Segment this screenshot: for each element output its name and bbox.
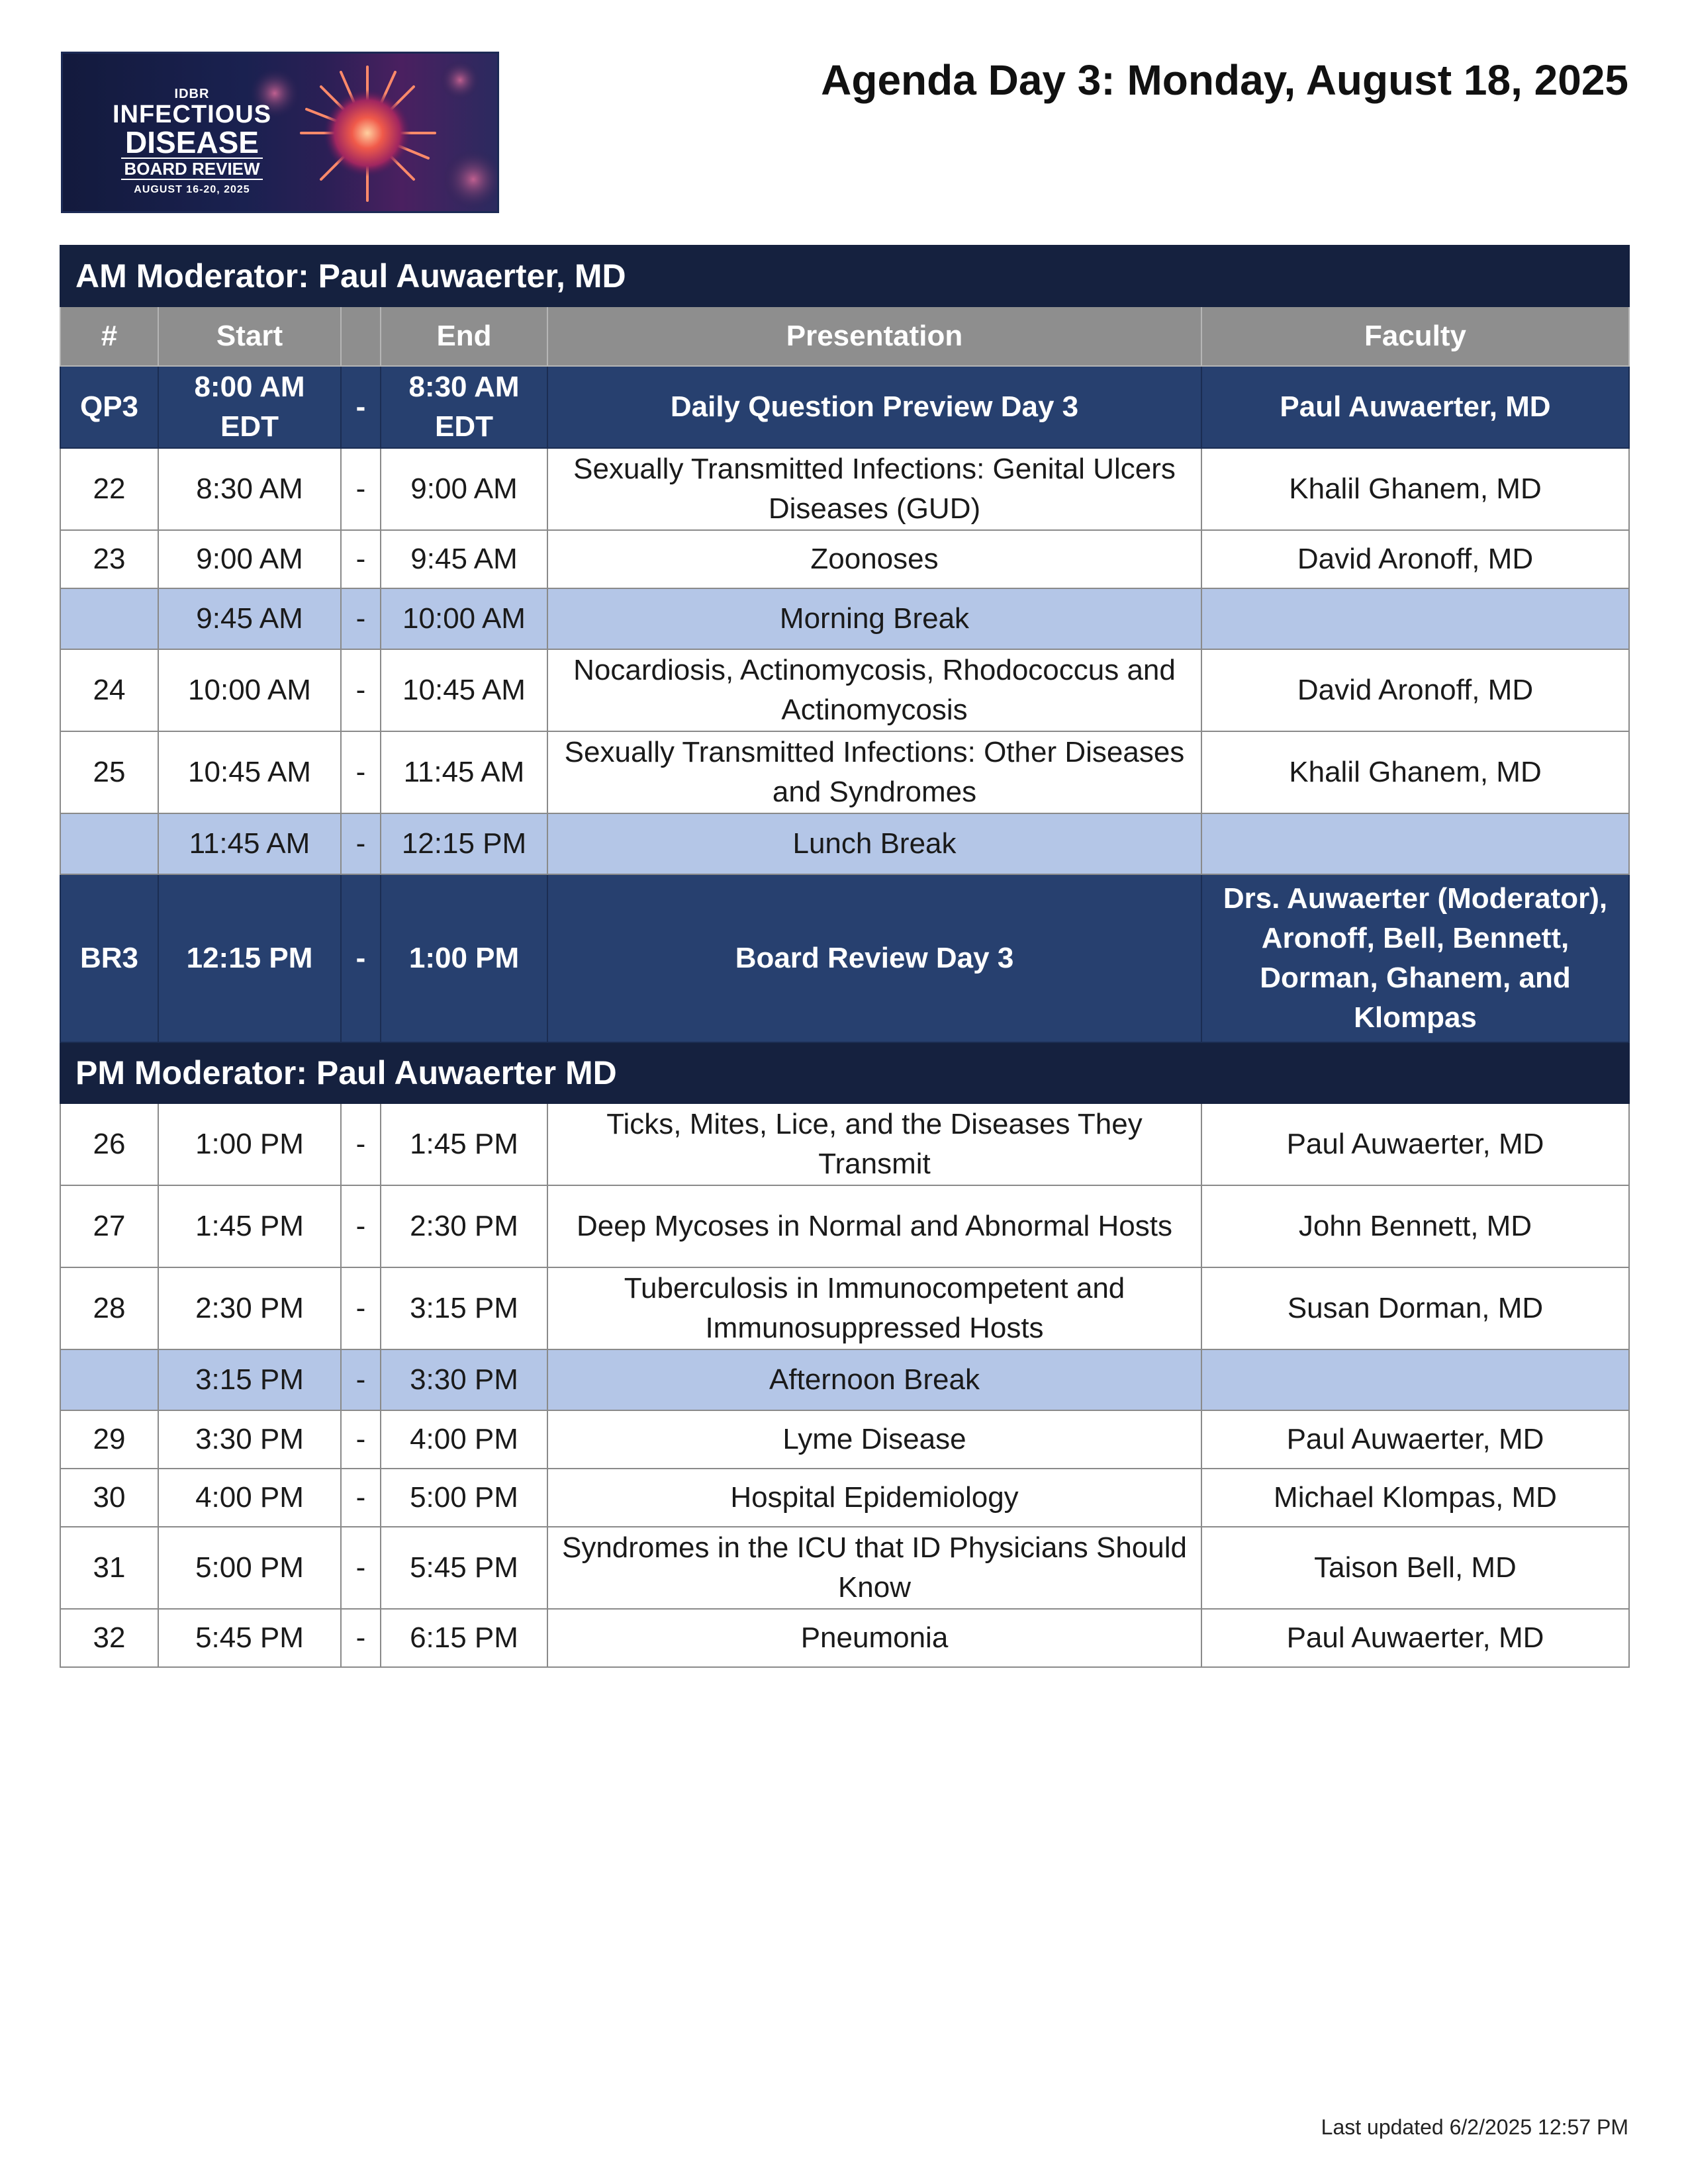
conference-logo (61, 52, 499, 213)
start-time: 5:00 PM (158, 1527, 341, 1609)
time-separator: - (341, 1527, 381, 1609)
presentation-title: Pneumonia (547, 1609, 1201, 1667)
logo-line-dates: AUGUST 16-20, 2025 (134, 184, 250, 195)
table-row (60, 731, 1629, 813)
presentation-title: Hospital Epidemiology (547, 1469, 1201, 1527)
end-time: 8:30 AM EDT (381, 366, 547, 448)
session-number: 31 (60, 1527, 158, 1609)
presentation-title: Nocardiosis, Actinomycosis, Rhodococcus and Actinomycosis (547, 649, 1201, 731)
faculty-name: Khalil Ghanem, MD (1201, 448, 1629, 530)
table-row (60, 448, 1629, 530)
column-header-row (60, 306, 1629, 366)
presentation-title: Lunch Break (547, 813, 1201, 874)
time-separator: - (341, 1469, 381, 1527)
start-time: 11:45 AM (158, 813, 341, 874)
session-number: 32 (60, 1609, 158, 1667)
table-row (60, 649, 1629, 731)
session-number: QP3 (60, 366, 158, 448)
table-row (60, 1469, 1629, 1527)
start-time: 8:30 AM (158, 448, 341, 530)
faculty-name: Drs. Auwaerter (Moderator), Aronoff, Bell, Bennett, Dorman, Ghanem, and Klompas (1201, 874, 1629, 1042)
end-time: 1:45 PM (381, 1103, 547, 1185)
end-time: 4:00 PM (381, 1410, 547, 1469)
presentation-title: Syndromes in the ICU that ID Physicians Should Know (547, 1527, 1201, 1609)
presentation-title: Sexually Transmitted Infections: Other Diseases and Syndromes (547, 731, 1201, 813)
start-time: 12:15 PM (158, 874, 341, 1042)
start-time: 2:30 PM (158, 1267, 341, 1349)
table-row (60, 1609, 1629, 1667)
faculty-name: Paul Auwaerter, MD (1201, 1103, 1629, 1185)
logo-line-board-review: BOARD REVIEW (121, 158, 262, 180)
start-time: 9:00 AM (158, 530, 341, 588)
presentation-title: Board Review Day 3 (547, 874, 1201, 1042)
pm-moderator-label: PM Moderator: Paul Auwaerter MD (60, 1042, 1629, 1103)
header-start: Start (158, 306, 341, 366)
faculty-name (1201, 813, 1629, 874)
am-moderator-label: AM Moderator: Paul Auwaerter, MD (60, 246, 1629, 306)
pm-moderator-row (60, 1042, 1629, 1103)
time-separator: - (341, 1410, 381, 1469)
table-row (60, 1349, 1629, 1410)
faculty-name: Taison Bell, MD (1201, 1527, 1629, 1609)
header-end: End (381, 306, 547, 366)
presentation-title: Afternoon Break (547, 1349, 1201, 1410)
table-row (60, 1103, 1629, 1185)
end-time: 1:00 PM (381, 874, 547, 1042)
last-updated: Last updated 6/2/2025 12:57 PM (1321, 2115, 1628, 2139)
header-presentation: Presentation (547, 306, 1201, 366)
end-time: 9:45 AM (381, 530, 547, 588)
session-number: 23 (60, 530, 158, 588)
table-row (60, 1410, 1629, 1469)
start-time: 1:45 PM (158, 1185, 341, 1267)
table-row (60, 874, 1629, 1042)
faculty-name (1201, 1349, 1629, 1410)
presentation-title: Lyme Disease (547, 1410, 1201, 1469)
logo-line-disease: DISEASE (125, 125, 259, 159)
session-number (60, 588, 158, 649)
time-separator: - (341, 448, 381, 530)
faculty-name: Paul Auwaerter, MD (1201, 1609, 1629, 1667)
header-separator (341, 306, 381, 366)
session-number: 24 (60, 649, 158, 731)
time-separator: - (341, 731, 381, 813)
end-time: 11:45 AM (381, 731, 547, 813)
logo-line-idbr: IDBR (174, 87, 210, 101)
faculty-name: Khalil Ghanem, MD (1201, 731, 1629, 813)
end-time: 3:30 PM (381, 1349, 547, 1410)
end-time: 9:00 AM (381, 448, 547, 530)
header-faculty: Faculty (1201, 306, 1629, 366)
start-time: 3:15 PM (158, 1349, 341, 1410)
session-number: 27 (60, 1185, 158, 1267)
start-time: 8:00 AM EDT (158, 366, 341, 448)
time-separator: - (341, 1609, 381, 1667)
end-time: 12:15 PM (381, 813, 547, 874)
logo-text (83, 87, 301, 196)
presentation-title: Sexually Transmitted Infections: Genital Ulcers Diseases (GUD) (547, 448, 1201, 530)
faculty-name: Michael Klompas, MD (1201, 1469, 1629, 1527)
time-separator: - (341, 813, 381, 874)
time-separator: - (341, 649, 381, 731)
end-time: 6:15 PM (381, 1609, 547, 1667)
table-row (60, 1267, 1629, 1349)
end-time: 3:15 PM (381, 1267, 547, 1349)
page-title: Agenda Day 3: Monday, August 18, 2025 (821, 56, 1628, 104)
time-separator: - (341, 588, 381, 649)
time-separator: - (341, 366, 381, 448)
time-separator: - (341, 1103, 381, 1185)
start-time: 1:00 PM (158, 1103, 341, 1185)
presentation-title: Daily Question Preview Day 3 (547, 366, 1201, 448)
faculty-name: David Aronoff, MD (1201, 649, 1629, 731)
faculty-name (1201, 588, 1629, 649)
end-time: 2:30 PM (381, 1185, 547, 1267)
end-time: 5:45 PM (381, 1527, 547, 1609)
start-time: 10:00 AM (158, 649, 341, 731)
session-number: 22 (60, 448, 158, 530)
faculty-name: John Bennett, MD (1201, 1185, 1629, 1267)
table-row (60, 1185, 1629, 1267)
end-time: 5:00 PM (381, 1469, 547, 1527)
table-row (60, 588, 1629, 649)
session-number (60, 1349, 158, 1410)
session-number: 30 (60, 1469, 158, 1527)
agenda-body (60, 246, 1629, 1667)
table-row (60, 366, 1629, 448)
agenda-table (60, 245, 1630, 1668)
end-time: 10:00 AM (381, 588, 547, 649)
faculty-name: Paul Auwaerter, MD (1201, 1410, 1629, 1469)
session-number (60, 813, 158, 874)
end-time: 10:45 AM (381, 649, 547, 731)
table-row (60, 530, 1629, 588)
start-time: 10:45 AM (158, 731, 341, 813)
session-number: 28 (60, 1267, 158, 1349)
presentation-title: Deep Mycoses in Normal and Abnormal Hosts (547, 1185, 1201, 1267)
time-separator: - (341, 1349, 381, 1410)
time-separator: - (341, 530, 381, 588)
session-number: 25 (60, 731, 158, 813)
time-separator: - (341, 1185, 381, 1267)
presentation-title: Tuberculosis in Immunocompetent and Immunosuppressed Hosts (547, 1267, 1201, 1349)
start-time: 3:30 PM (158, 1410, 341, 1469)
session-number: 26 (60, 1103, 158, 1185)
time-separator: - (341, 874, 381, 1042)
table-row (60, 1527, 1629, 1609)
start-time: 9:45 AM (158, 588, 341, 649)
presentation-title: Zoonoses (547, 530, 1201, 588)
session-number: BR3 (60, 874, 158, 1042)
am-moderator-row (60, 246, 1629, 306)
presentation-title: Ticks, Mites, Lice, and the Diseases They Transmit (547, 1103, 1201, 1185)
header-number: # (60, 306, 158, 366)
presentation-title: Morning Break (547, 588, 1201, 649)
start-time: 5:45 PM (158, 1609, 341, 1667)
table-row (60, 813, 1629, 874)
start-time: 4:00 PM (158, 1469, 341, 1527)
faculty-name: David Aronoff, MD (1201, 530, 1629, 588)
faculty-name: Susan Dorman, MD (1201, 1267, 1629, 1349)
time-separator: - (341, 1267, 381, 1349)
logo-line-infectious: INFECTIOUS (112, 101, 272, 128)
session-number: 29 (60, 1410, 158, 1469)
faculty-name: Paul Auwaerter, MD (1201, 366, 1629, 448)
